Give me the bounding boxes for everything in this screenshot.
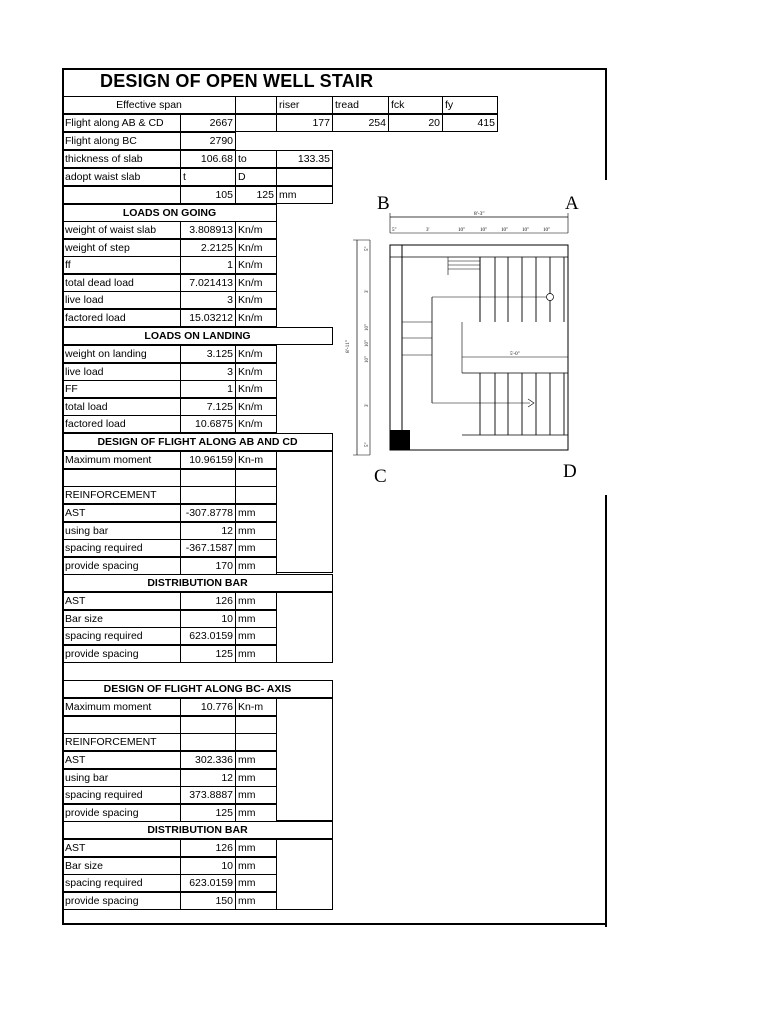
- row-unit: mm: [235, 557, 277, 575]
- row-unit: Kn/m: [235, 398, 277, 416]
- corner-label-c: C: [374, 466, 387, 487]
- row-unit: mm: [235, 645, 277, 663]
- dim-left-segment: 3': [365, 403, 370, 407]
- blank-cell: [235, 733, 277, 751]
- dim-left-segment: 5": [365, 246, 370, 251]
- row-value: 125: [180, 804, 236, 822]
- row-label: spacing required: [62, 627, 181, 645]
- thickness-label: thickness of slab: [62, 150, 181, 168]
- blank-cell: [180, 716, 236, 734]
- blank-cell: [276, 839, 333, 910]
- dim-top-segment: 10": [458, 228, 466, 233]
- row-value: 12: [180, 769, 236, 787]
- row-value: 302.336: [180, 751, 236, 769]
- tread-header: tread: [332, 96, 389, 114]
- bc-reinforcement-label: REINFORCEMENT: [62, 733, 181, 751]
- row-unit: Kn/m: [235, 345, 277, 363]
- ab-dist-heading: DISTRIBUTION BAR: [62, 574, 333, 592]
- dim-left-segment: 5": [365, 442, 370, 447]
- row-label: provide spacing: [62, 892, 181, 910]
- dim-top-segment: 10": [480, 228, 488, 233]
- sheet-border-right: [605, 68, 607, 180]
- row-label: FF: [62, 380, 181, 398]
- bc-heading: DESIGN OF FLIGHT ALONG BC- AXIS: [62, 680, 333, 698]
- tread-value: 254: [332, 114, 389, 132]
- fy-value: 415: [442, 114, 498, 132]
- adopt-waist-label: adopt waist slab: [62, 168, 181, 186]
- row-value: 373.8887: [180, 786, 236, 804]
- blank-cell: [180, 486, 236, 504]
- row-label: live load: [62, 363, 181, 381]
- row-unit: mm: [235, 874, 277, 892]
- blank-cell: [62, 716, 181, 734]
- row-unit: mm: [235, 751, 277, 769]
- corner-label-b: B: [377, 193, 390, 214]
- row-label: Bar size: [62, 857, 181, 875]
- dim-left-overall: 8'-11": [345, 339, 351, 353]
- bc-moment-unit: Kn-m: [235, 698, 277, 716]
- dim-top-overall: 8'-3": [474, 211, 485, 217]
- row-label: total dead load: [62, 274, 181, 292]
- blank-cell: [276, 592, 333, 663]
- row-unit: Kn/m: [235, 239, 277, 257]
- flight-bc-value: 2790: [180, 132, 236, 150]
- ab-moment-unit: Kn-m: [235, 451, 277, 469]
- ab-heading: DESIGN OF FLIGHT ALONG AB AND CD: [62, 433, 333, 451]
- row-label: weight of step: [62, 239, 181, 257]
- row-label: provide spacing: [62, 804, 181, 822]
- ab-moment-label: Maximum moment: [62, 451, 181, 469]
- dim-left-segment: 3': [365, 289, 370, 293]
- page-title: DESIGN OF OPEN WELL STAIR: [100, 71, 374, 91]
- row-value: -367.1587: [180, 539, 236, 557]
- row-label: spacing required: [62, 786, 181, 804]
- row-label: spacing required: [62, 539, 181, 557]
- row-unit: mm: [235, 769, 277, 787]
- dim-mid: 5'-0": [510, 352, 520, 357]
- row-value: 2.2125: [180, 239, 236, 257]
- fck-header: fck: [388, 96, 443, 114]
- row-label: AST: [62, 592, 181, 610]
- row-unit: mm: [235, 627, 277, 645]
- row-value: 10: [180, 857, 236, 875]
- blank-cell: [276, 451, 333, 573]
- bc-dist-heading: DISTRIBUTION BAR: [62, 821, 333, 839]
- row-value: 126: [180, 839, 236, 857]
- landing-heading: LOADS ON LANDING: [62, 327, 333, 345]
- fy-header: fy: [442, 96, 498, 114]
- row-unit: Kn/m: [235, 415, 277, 433]
- row-value: 1: [180, 256, 236, 274]
- dim-top-segment: 5": [392, 228, 397, 233]
- corner-label-a: A: [565, 193, 579, 214]
- going-heading: LOADS ON GOING: [62, 204, 277, 222]
- blank-cell: [276, 698, 333, 821]
- corner-label-d: D: [563, 461, 577, 482]
- row-value: 7.021413: [180, 274, 236, 292]
- bc-moment-label: Maximum moment: [62, 698, 181, 716]
- d-label: D: [235, 168, 277, 186]
- t-label: t: [180, 168, 236, 186]
- t-value: 105: [180, 186, 236, 204]
- blank-cell: [62, 186, 181, 204]
- row-unit: Kn/m: [235, 291, 277, 309]
- row-value: 170: [180, 557, 236, 575]
- flight-ab-cd-label: Flight along AB & CD: [62, 114, 181, 132]
- riser-header: riser: [276, 96, 333, 114]
- row-value: 15.03212: [180, 309, 236, 327]
- row-label: weight of waist slab: [62, 221, 181, 239]
- fck-value: 20: [388, 114, 443, 132]
- blank-cell: [235, 469, 277, 487]
- row-value: 126: [180, 592, 236, 610]
- row-unit: mm: [235, 504, 277, 522]
- row-unit: Kn/m: [235, 256, 277, 274]
- row-label: provide spacing: [62, 645, 181, 663]
- sheet-border-right-lower: [605, 495, 607, 927]
- row-label: total load: [62, 398, 181, 416]
- row-label: using bar: [62, 522, 181, 540]
- row-value: 1: [180, 380, 236, 398]
- thickness-min: 106.68: [180, 150, 236, 168]
- blank-cell: [180, 469, 236, 487]
- row-value: 3.808913: [180, 221, 236, 239]
- dim-left-segment: 10": [365, 339, 370, 347]
- dim-top-segment: 10": [501, 228, 509, 233]
- blank-cell: [235, 716, 277, 734]
- flight-ab-cd-value: 2667: [180, 114, 236, 132]
- dim-left-segment: 10": [365, 323, 370, 331]
- row-unit: mm: [235, 804, 277, 822]
- row-label: spacing required: [62, 874, 181, 892]
- dim-top-segment: 10": [522, 228, 530, 233]
- row-value: 125: [180, 645, 236, 663]
- row-unit: Kn/m: [235, 380, 277, 398]
- d-value: 125: [235, 186, 277, 204]
- row-value: 3: [180, 291, 236, 309]
- row-unit: mm: [235, 522, 277, 540]
- row-label: AST: [62, 504, 181, 522]
- row-value: 10: [180, 610, 236, 628]
- row-value: 7.125: [180, 398, 236, 416]
- thickness-max: 133.35: [276, 150, 333, 168]
- row-unit: Kn/m: [235, 309, 277, 327]
- blank-cell: [235, 114, 277, 132]
- bc-moment-value: 10.776: [180, 698, 236, 716]
- row-unit: mm: [235, 839, 277, 857]
- row-label: AST: [62, 839, 181, 857]
- row-unit: mm: [235, 892, 277, 910]
- row-label: Bar size: [62, 610, 181, 628]
- row-unit: mm: [235, 539, 277, 557]
- row-unit: Kn/m: [235, 221, 277, 239]
- row-label: provide spacing: [62, 557, 181, 575]
- row-value: 150: [180, 892, 236, 910]
- row-label: factored load: [62, 309, 181, 327]
- row-label: ff: [62, 256, 181, 274]
- row-label: factored load: [62, 415, 181, 433]
- row-unit: mm: [235, 786, 277, 804]
- row-value: 12: [180, 522, 236, 540]
- unit-mm: mm: [276, 186, 333, 204]
- blank-cell: [180, 733, 236, 751]
- row-unit: Kn/m: [235, 363, 277, 381]
- row-value: 3: [180, 363, 236, 381]
- dim-top-segment: 10": [543, 228, 551, 233]
- blank-cell: [276, 168, 333, 186]
- row-unit: mm: [235, 857, 277, 875]
- stair-plan-drawing: [340, 185, 590, 490]
- row-value: 3.125: [180, 345, 236, 363]
- row-value: 623.0159: [180, 874, 236, 892]
- ab-moment-value: 10.96159: [180, 451, 236, 469]
- row-value: -307.8778: [180, 504, 236, 522]
- dim-left-segment: 10": [365, 355, 370, 363]
- effective-span-header: Effective span: [62, 96, 236, 114]
- dim-top-segment: 3': [426, 228, 430, 233]
- row-unit: Kn/m: [235, 274, 277, 292]
- riser-value: 177: [276, 114, 333, 132]
- row-label: weight on landing: [62, 345, 181, 363]
- row-value: 623.0159: [180, 627, 236, 645]
- row-unit: mm: [235, 592, 277, 610]
- row-label: live load: [62, 291, 181, 309]
- row-label: using bar: [62, 769, 181, 787]
- blank-cell: [235, 486, 277, 504]
- row-label: AST: [62, 751, 181, 769]
- row-value: 10.6875: [180, 415, 236, 433]
- blank-cell: [62, 469, 181, 487]
- blank-cell: [235, 96, 277, 114]
- ab-reinforcement-label: REINFORCEMENT: [62, 486, 181, 504]
- row-unit: mm: [235, 610, 277, 628]
- flight-bc-label: Flight along BC: [62, 132, 181, 150]
- to-label: to: [235, 150, 277, 168]
